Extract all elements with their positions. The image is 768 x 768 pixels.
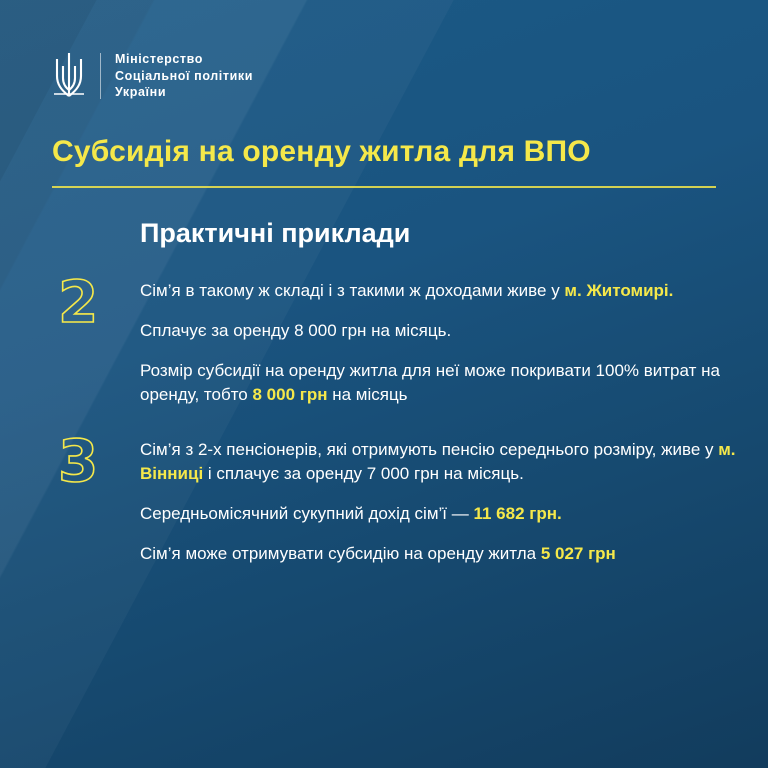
example-paragraph	[140, 438, 742, 486]
highlight-text: м. Вінниці	[140, 439, 736, 483]
highlight-text: 8 000 грн	[252, 385, 328, 405]
highlight-text: 5 027 грн	[540, 543, 616, 563]
example-number: 2	[58, 268, 99, 336]
body-text: Сплачує за оренду 8 000 грн на місяць.	[140, 321, 452, 341]
example-paragraph	[140, 359, 742, 407]
logo-text	[115, 51, 253, 101]
example-item	[52, 426, 742, 567]
page-subtitle: Практичні приклади	[140, 218, 411, 248]
body-text: Сім’я з 2-х пенсіонерів, які отримують пенсію середнього розміру, живе у	[140, 439, 719, 459]
example-paragraph	[140, 542, 742, 566]
body-text: на місяць	[327, 385, 408, 405]
body-text: Сім’я в такому ж складі і з такими ж доходами живе у	[140, 281, 565, 300]
example-paragraph	[140, 279, 742, 303]
example-item	[52, 268, 742, 408]
example-paragraph	[140, 319, 742, 343]
example-paragraph	[140, 502, 742, 526]
logo-line-3: України	[115, 85, 167, 100]
logo-line-1: Міністерство	[115, 52, 204, 67]
body-text: Середньомісячний сукупний дохід сім’ї —	[140, 503, 474, 523]
example-body	[140, 434, 742, 567]
highlight-text: 11 682 грн.	[473, 503, 562, 523]
logo-divider	[100, 53, 101, 99]
body-text: Сім’я може отримувати субсидію на оренду житла	[140, 543, 541, 563]
logo-line-2: Соціальної політики	[115, 68, 254, 83]
title-divider	[52, 186, 716, 188]
body-text: Розмір субсидії на оренду житла для неї може покривати 100% витрат на оренду, тобто	[140, 361, 720, 405]
examples-list	[52, 268, 742, 592]
example-number: 3	[58, 426, 99, 495]
ministry-logo	[52, 50, 253, 102]
example-body	[140, 275, 742, 408]
ukraine-trident-icon	[52, 50, 86, 102]
body-text: і сплачує за оренду 7 000 грн на місяць.	[203, 463, 524, 483]
highlight-text: м. Житомирі.	[564, 281, 674, 300]
page-title: Субсидія на оренду житла для ВПО	[52, 135, 591, 168]
